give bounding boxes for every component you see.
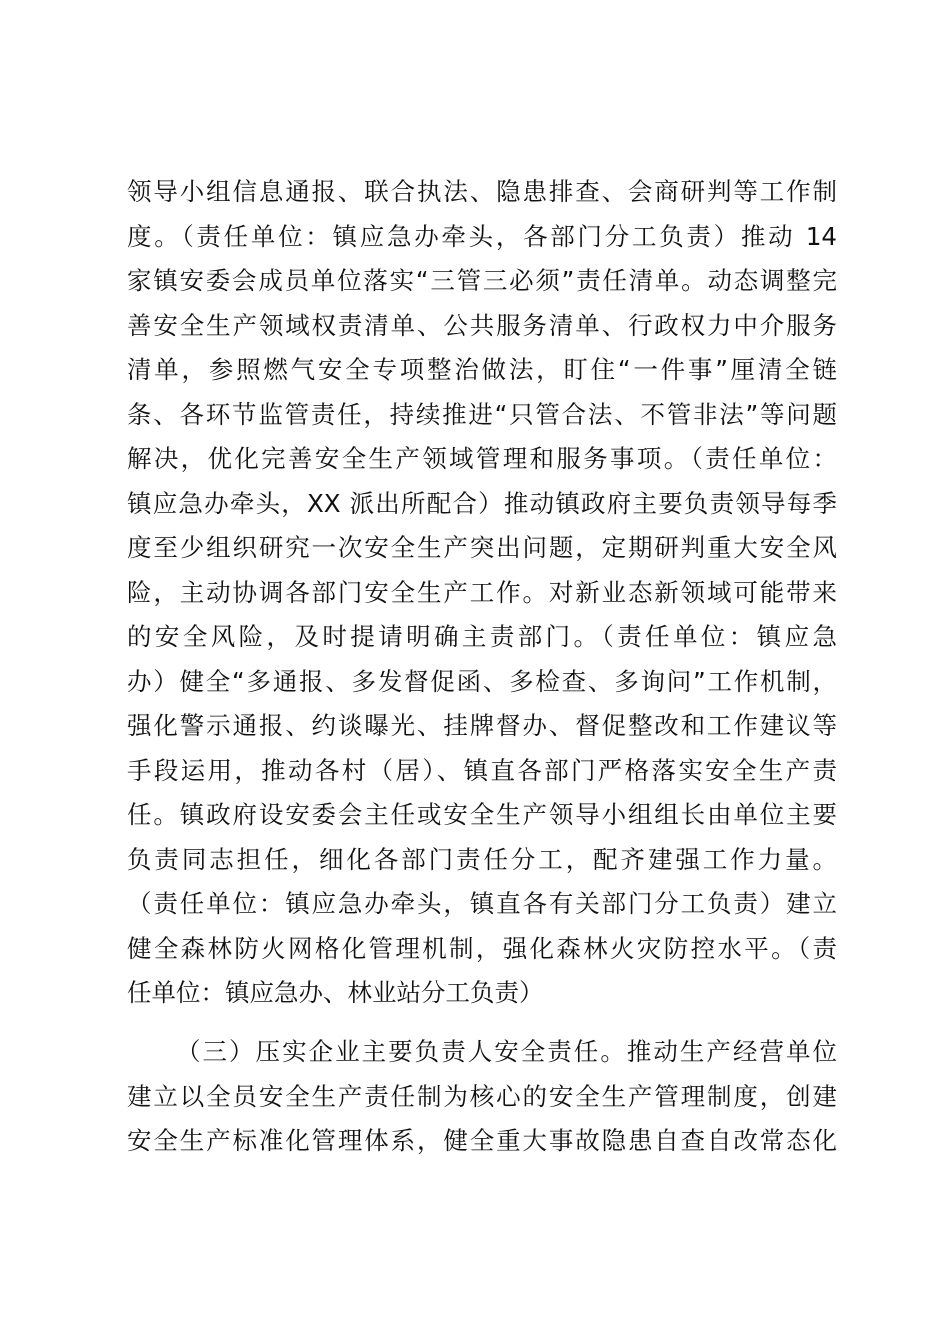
text-line: 领导小组信息通报、联合执法、隐患排查、会商研判等工作制 [127,177,837,206]
paragraph-enterprise-responsibility [127,1030,837,1164]
text-line: 的安全风险，及时提请明确主责部门。（责任单位：镇应急 [127,622,837,651]
text-line: 任单位：镇应急办、林业站分工负责） [127,978,544,1007]
text-line: 健全森林防火网格化管理机制，强化森林火灾防控水平。（责 [127,933,837,963]
text-line: （责任单位：镇应急办牵头，镇直各有关部门分工负责）建立 [127,889,837,918]
paragraph-responsibility-units [127,170,837,1016]
text-line: 负责同志担任，细化各部门责任分工，配齐建强工作力量。 [127,844,837,874]
text-line: 手段运用，推动各村（居）、镇直各部门严格落实安全生产责 [127,755,837,785]
text-line: 条、各环节监管责任，持续推进“只管合法、不管非法”等问题 [127,399,837,429]
text-line: 安全生产标准化管理体系，健全重大事故隐患自查自改常态化 [127,1126,837,1155]
text-line: 解决，优化完善安全生产领域管理和服务事项。（责任单位： [127,444,837,473]
text-line: 镇应急办牵头，XX 派出所配合）推动镇政府主要负责领导每季 [127,488,837,518]
text-line: 家镇安委会成员单位落实“三管三必须”责任清单。动态调整完 [127,266,837,295]
text-line: 度至少组织研究一次安全生产突出问题，定期研判重大安全风 [127,533,837,562]
text-line: 强化警示通报、约谈曝光、挂牌督办、督促整改和工作建议等 [127,711,837,740]
text-line: 善安全生产领域权责清单、公共服务清单、行政权力中介服务 [127,310,837,340]
text-line: 建立以全员安全生产责任制为核心的安全生产管理制度，创建 [127,1081,837,1111]
text-line: 险，主动协调各部门安全生产工作。对新业态新领域可能带来 [127,577,837,607]
text-line: 清单，参照燃气安全专项整治做法，盯住“一件事”厘清全链 [127,355,837,384]
text-line: 度。（责任单位：镇应急办牵头，各部门分工负责）推动 14 [127,221,837,251]
text-line: 任。镇政府设安委会主任或安全生产领导小组组长由单位主要 [127,800,837,829]
text-line: 办）健全“多通报、多发督促函、多检查、多询问”工作机制， [127,666,837,696]
section-heading-line: （三）压实企业主要负责人安全责任。推动生产经营单位 [176,1037,837,1066]
